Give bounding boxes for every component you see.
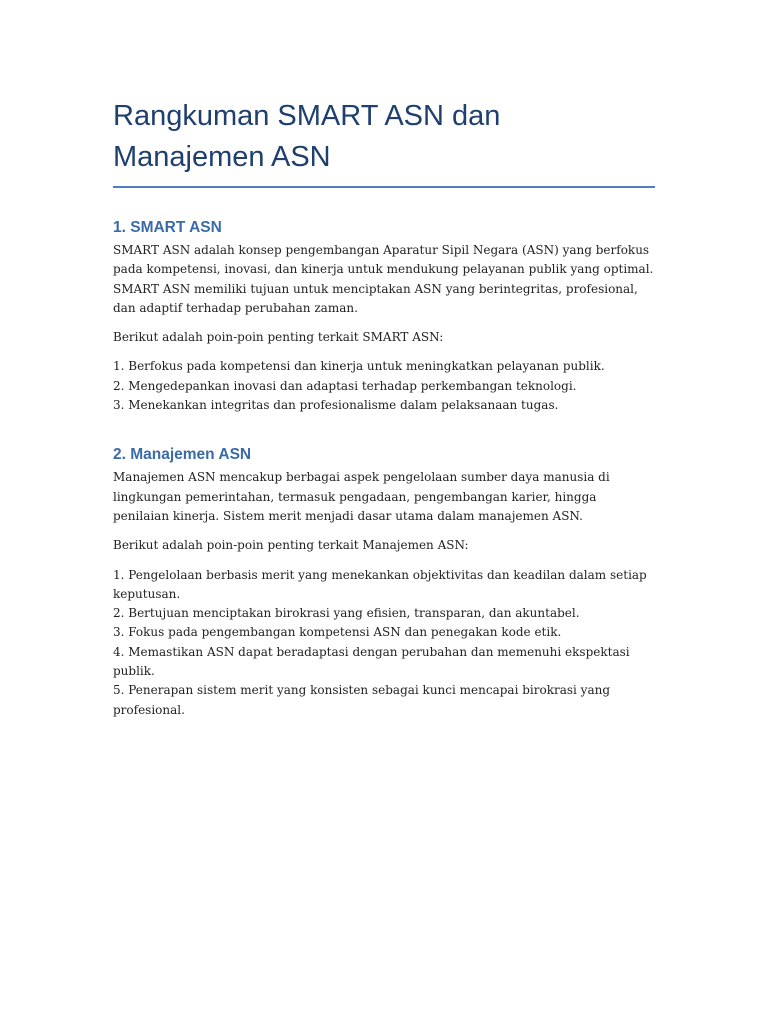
list-item: 4. Memastikan ASN dapat beradaptasi dengan perubahan dan memenuhi ekspektasi publik. (113, 644, 630, 679)
section-paragraph: Berikut adalah poin-poin penting terkait Manajemen ASN: (113, 538, 469, 553)
list-item: 5. Penerapan sistem merit yang konsisten sebagai kunci mencapai birokrasi yang profesional. (113, 683, 611, 717)
list-item: 2. Mengedepankan inovasi dan adaptasi terhadap perkembangan teknologi. (113, 378, 577, 393)
list-item: 3. Fokus pada pengembangan kompetensi ASN dan penegakan kode etik. (113, 625, 562, 640)
document-title: Rangkuman SMART ASN dan Manajemen ASN (113, 96, 655, 188)
section-paragraph: Manajemen ASN mencakup berbagai aspek pengelolaan sumber daya manusia di lingkungan pemerintahan, termasuk pengadaan, pengembangan karier, hingga penilaian kinerja. Sistem merit menjadi dasar utama dalam manajemen ASN. (113, 470, 610, 523)
document-body (113, 96, 655, 720)
list-item: 1. Berfokus pada kompetensi dan kinerja untuk meningkatkan pelayanan publik. (113, 359, 605, 374)
section-heading: 2. Manajemen ASN (113, 446, 252, 464)
bullet-list (113, 357, 655, 415)
list-item: 3. Menekankan integritas dan profesionalisme dalam pelaksanaan tugas. (113, 398, 559, 413)
section-manajemen-asn (113, 445, 655, 720)
section-heading: 1. SMART ASN (113, 219, 222, 236)
section-smart-asn (113, 218, 655, 415)
list-item: 1. Pengelolaan berbasis merit yang menekankan objektivitas dan keadilan dalam setiap keputusan. (113, 567, 647, 601)
section-paragraph: Berikut adalah poin-poin penting terkait SMART ASN: (113, 330, 444, 345)
list-item: 2. Bertujuan menciptakan birokrasi yang efisien, transparan, dan akuntabel. (113, 606, 580, 621)
bullet-list (113, 566, 655, 720)
section-paragraph: SMART ASN adalah konsep pengembangan Aparatur Sipil Negara (ASN) yang berfokus pada kompetensi, inovasi, dan kinerja untuk mendukung pelayanan publik yang optimal. SMART ASN memiliki tujuan untuk menciptakan ASN yang berintegritas, profesional, dan adaptif terhadap perubahan zaman. (113, 243, 654, 315)
